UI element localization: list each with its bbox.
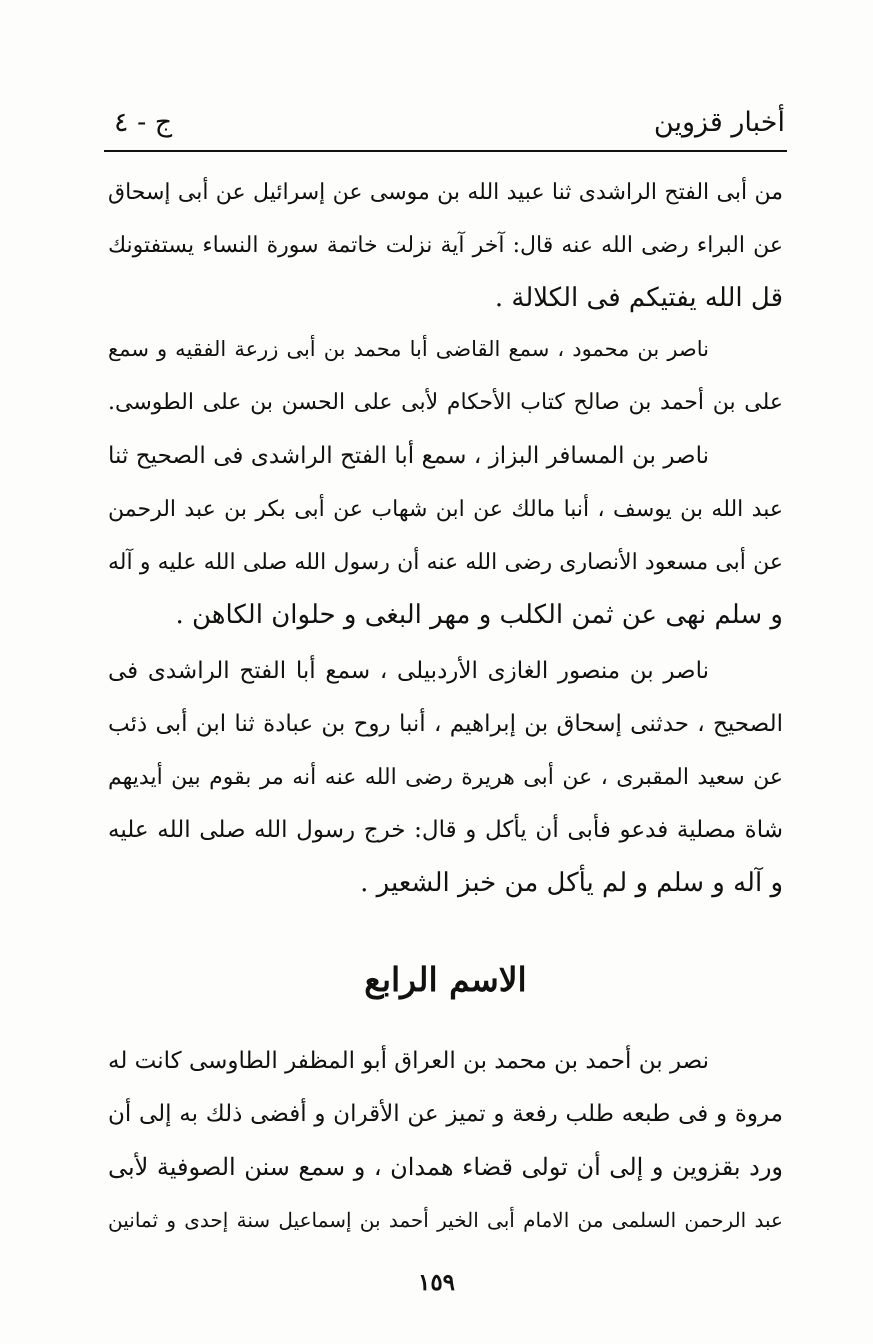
- text-line: ناصر بن محمود ، سمع القاضى أبا محمد بن أبى زرعة الفقيه و سمع: [108, 337, 709, 361]
- entry-continuation: [108, 166, 783, 325]
- running-head-volume: ج - ٤: [114, 107, 173, 138]
- text-line: عبد الرحمن السلمى من الامام أبى الخير أحمد بن إسماعيل سنة إحدى و ثمانين: [108, 1208, 783, 1232]
- text-line: عن سعيد المقبرى ، عن أبى هريرة رضى الله عنه أنه مر بقوم بين أيديهم: [108, 765, 783, 790]
- text-line: عن البراء رضى الله عنه قال: آخر آية نزلت خاتمة سورة النساء يستفتونك: [108, 233, 783, 258]
- text-line: ناصر بن منصور الغازى الأردبيلى ، سمع أبا الفتح الراشدى فى: [108, 658, 709, 684]
- text-line: ورد بقزوين و إلى أن تولى قضاء همدان ، و سمع سنن الصوفية لأبى: [108, 1153, 783, 1181]
- text-line: ناصر بن المسافر البزاز ، سمع أبا الفتح الراشدى فى الصحيح ثنا: [108, 443, 709, 469]
- text-line: عبد الله بن يوسف ، أنبا مالك عن ابن شهاب عن أبى بكر بن عبد الرحمن: [108, 497, 783, 522]
- entry-nasir-ibn-mansur: [108, 645, 783, 910]
- running-head: [108, 100, 785, 146]
- text-line: مروة و فى طبعه طلب رفعة و تميز عن الأقران و أفضى ذلك به إلى أن: [108, 1101, 783, 1127]
- entry-nasir-ibn-mahmud: [108, 323, 783, 429]
- text-line: شاة مصلية فدعو فأبى أن يأكل و قال: خرج رسول الله صلى الله عليه: [108, 817, 783, 843]
- text-line: و آله و سلم و لم يأكل من خبز الشعير .: [360, 868, 783, 898]
- text-line: نصر بن أحمد بن محمد بن العراق أبو المظفر الطاوسى كانت له: [108, 1048, 709, 1074]
- running-head-title: أخبار قزوين: [653, 107, 785, 138]
- text-line: الصحيح ، حدثنى إسحاق بن إبراهيم ، أنبا روح بن عبادة ثنا ابن أبى ذئب: [108, 711, 783, 737]
- entry-nasr-ibn-ahmad: [108, 1035, 783, 1247]
- section-heading: الاسم الرابع: [364, 960, 527, 999]
- header-rule: [104, 150, 787, 152]
- text-line: قل الله يفتيكم فى الكلالة .: [494, 283, 783, 313]
- text-line: و سلم نهى عن ثمن الكلب و مهر البغى و حلوان الكاهن .: [175, 600, 783, 630]
- text-line: عن أبى مسعود الأنصارى رضى الله عنه أن رسول الله صلى الله عليه و آله: [108, 550, 783, 575]
- entry-nasir-ibn-al-musafir: [108, 430, 783, 642]
- text-line: من أبى الفتح الراشدى ثنا عبيد الله بن موسى عن إسرائيل عن أبى إسحاق: [108, 180, 783, 205]
- page-number: ١٥٩: [417, 1269, 456, 1296]
- text-line: على بن أحمد بن صالح كتاب الأحكام لأبى على الحسن بن على الطوسى.: [108, 390, 783, 415]
